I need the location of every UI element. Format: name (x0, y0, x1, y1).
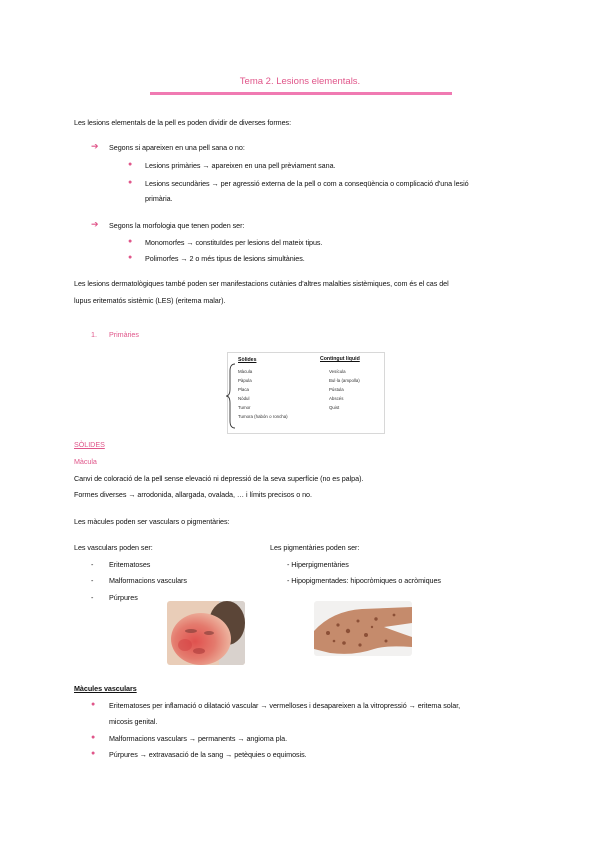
figure-item: Abscés (329, 396, 344, 401)
figure-item: Pàpula (238, 378, 252, 383)
section-heading: Primàries (109, 330, 139, 339)
brace-icon (225, 363, 239, 429)
bullet-icon: ● (91, 750, 96, 757)
pigment-item: - Hiperpigmentàries (287, 560, 349, 569)
figure-item: Pústula (329, 387, 344, 392)
list-item-continuation: primària. (145, 194, 173, 203)
classification-figure (227, 352, 385, 434)
list-item: Lesions secundàries → per agressió externa de la pell o com a conseqüència o complicació d'una lesió (145, 179, 469, 188)
list-item: Púrpures → extravasació de la sang → petèquies o equimosis. (109, 750, 307, 759)
paragraph-line: Les lesions dermatològiques també poden ser manifestacions cutànies d'altres malalties sistèmiques, com és el cas del (74, 279, 449, 288)
title-underline (150, 92, 452, 95)
bullet-icon: ● (128, 161, 133, 168)
section-number: 1. (91, 330, 97, 339)
list-item: Lesions primàries → apareixen en una pell prèviament sana. (145, 161, 336, 170)
arrow-icon: ➔ (91, 219, 99, 229)
page-title: Tema 2. Lesions elementals. (239, 76, 361, 87)
pigment-item: - Hipopigmentades: hipocròmiques o acròmiques (287, 576, 441, 585)
figure-item: Tumora (habón o roncha) (238, 414, 288, 419)
division-label-1: Segons si apareixen en una pell sana o no: (109, 143, 245, 152)
list-item-continuation: micosis genital. (109, 717, 158, 726)
macula-line: Formes diverses → arrodonida, allargada, ovalada, … i límits precisos o no. (74, 490, 312, 499)
vascular-item: Malformacions vasculars (109, 576, 187, 585)
list-item: Polimorfes → 2 o més tipus de lesions simultànies. (145, 254, 305, 263)
figure-left-list (238, 367, 288, 421)
dash-marker: - (91, 576, 94, 585)
arrow-icon: ➔ (91, 141, 99, 151)
figure-item: Bul·la (ampolla) (329, 378, 360, 383)
figure-item: Màcula (238, 369, 253, 374)
hand-pigment-photo (314, 601, 412, 656)
list-item: Malformacions vasculars → permanents → angioma pla. (109, 734, 288, 743)
figure-item: Vesícula (329, 369, 346, 374)
paragraph-line: lupus eritematós sistèmic (LES) (eritema malar). (74, 296, 226, 305)
intro-text: Les lesions elementals de la pell es poden dividir de diverses formes: (74, 118, 292, 127)
macules-types: Les màcules poden ser vasculars o pigmentàries: (74, 517, 230, 526)
bullet-icon: ● (128, 254, 133, 261)
figure-heading-left: Sòlides (238, 357, 257, 363)
figure-right-list (329, 367, 360, 412)
figure-heading-right: Contingut líquid (320, 356, 360, 362)
macules-vasculars-heading: Màcules vasculars (74, 684, 137, 693)
macula-heading: Màcula (74, 457, 97, 466)
solides-heading: SÒLIDES (74, 440, 105, 449)
list-item: Eritematoses per inflamació o dilatació vascular → vermelloses i desapareixen a la vitropressió → eritema solar, (109, 701, 461, 710)
dash-marker: - (91, 560, 94, 569)
division-label-2: Segons la morfologia que tenen poden ser: (109, 221, 245, 230)
bullet-icon: ● (91, 701, 96, 708)
baby-erythema-photo (167, 601, 245, 665)
figure-item: Nòdul (238, 396, 250, 401)
vascular-item: Eritematoses (109, 560, 151, 569)
bullet-icon: ● (128, 238, 133, 245)
vascular-heading: Les vasculars poden ser: (74, 543, 153, 552)
pigment-heading: Les pigmentàries poden ser: (270, 543, 360, 552)
bullet-icon: ● (91, 734, 96, 741)
bullet-icon: ● (128, 179, 133, 186)
figure-item: Quist (329, 405, 340, 410)
dash-marker: - (91, 593, 94, 602)
figure-item: Placa (238, 387, 249, 392)
vascular-item: Púrpures (109, 593, 138, 602)
macula-line: Canvi de coloració de la pell sense elevació ni depressió de la seva superfície (no es palpa). (74, 474, 364, 483)
list-item: Monomorfes → constituïdes per lesions del mateix tipus. (145, 238, 323, 247)
figure-item: Tumor (238, 405, 251, 410)
